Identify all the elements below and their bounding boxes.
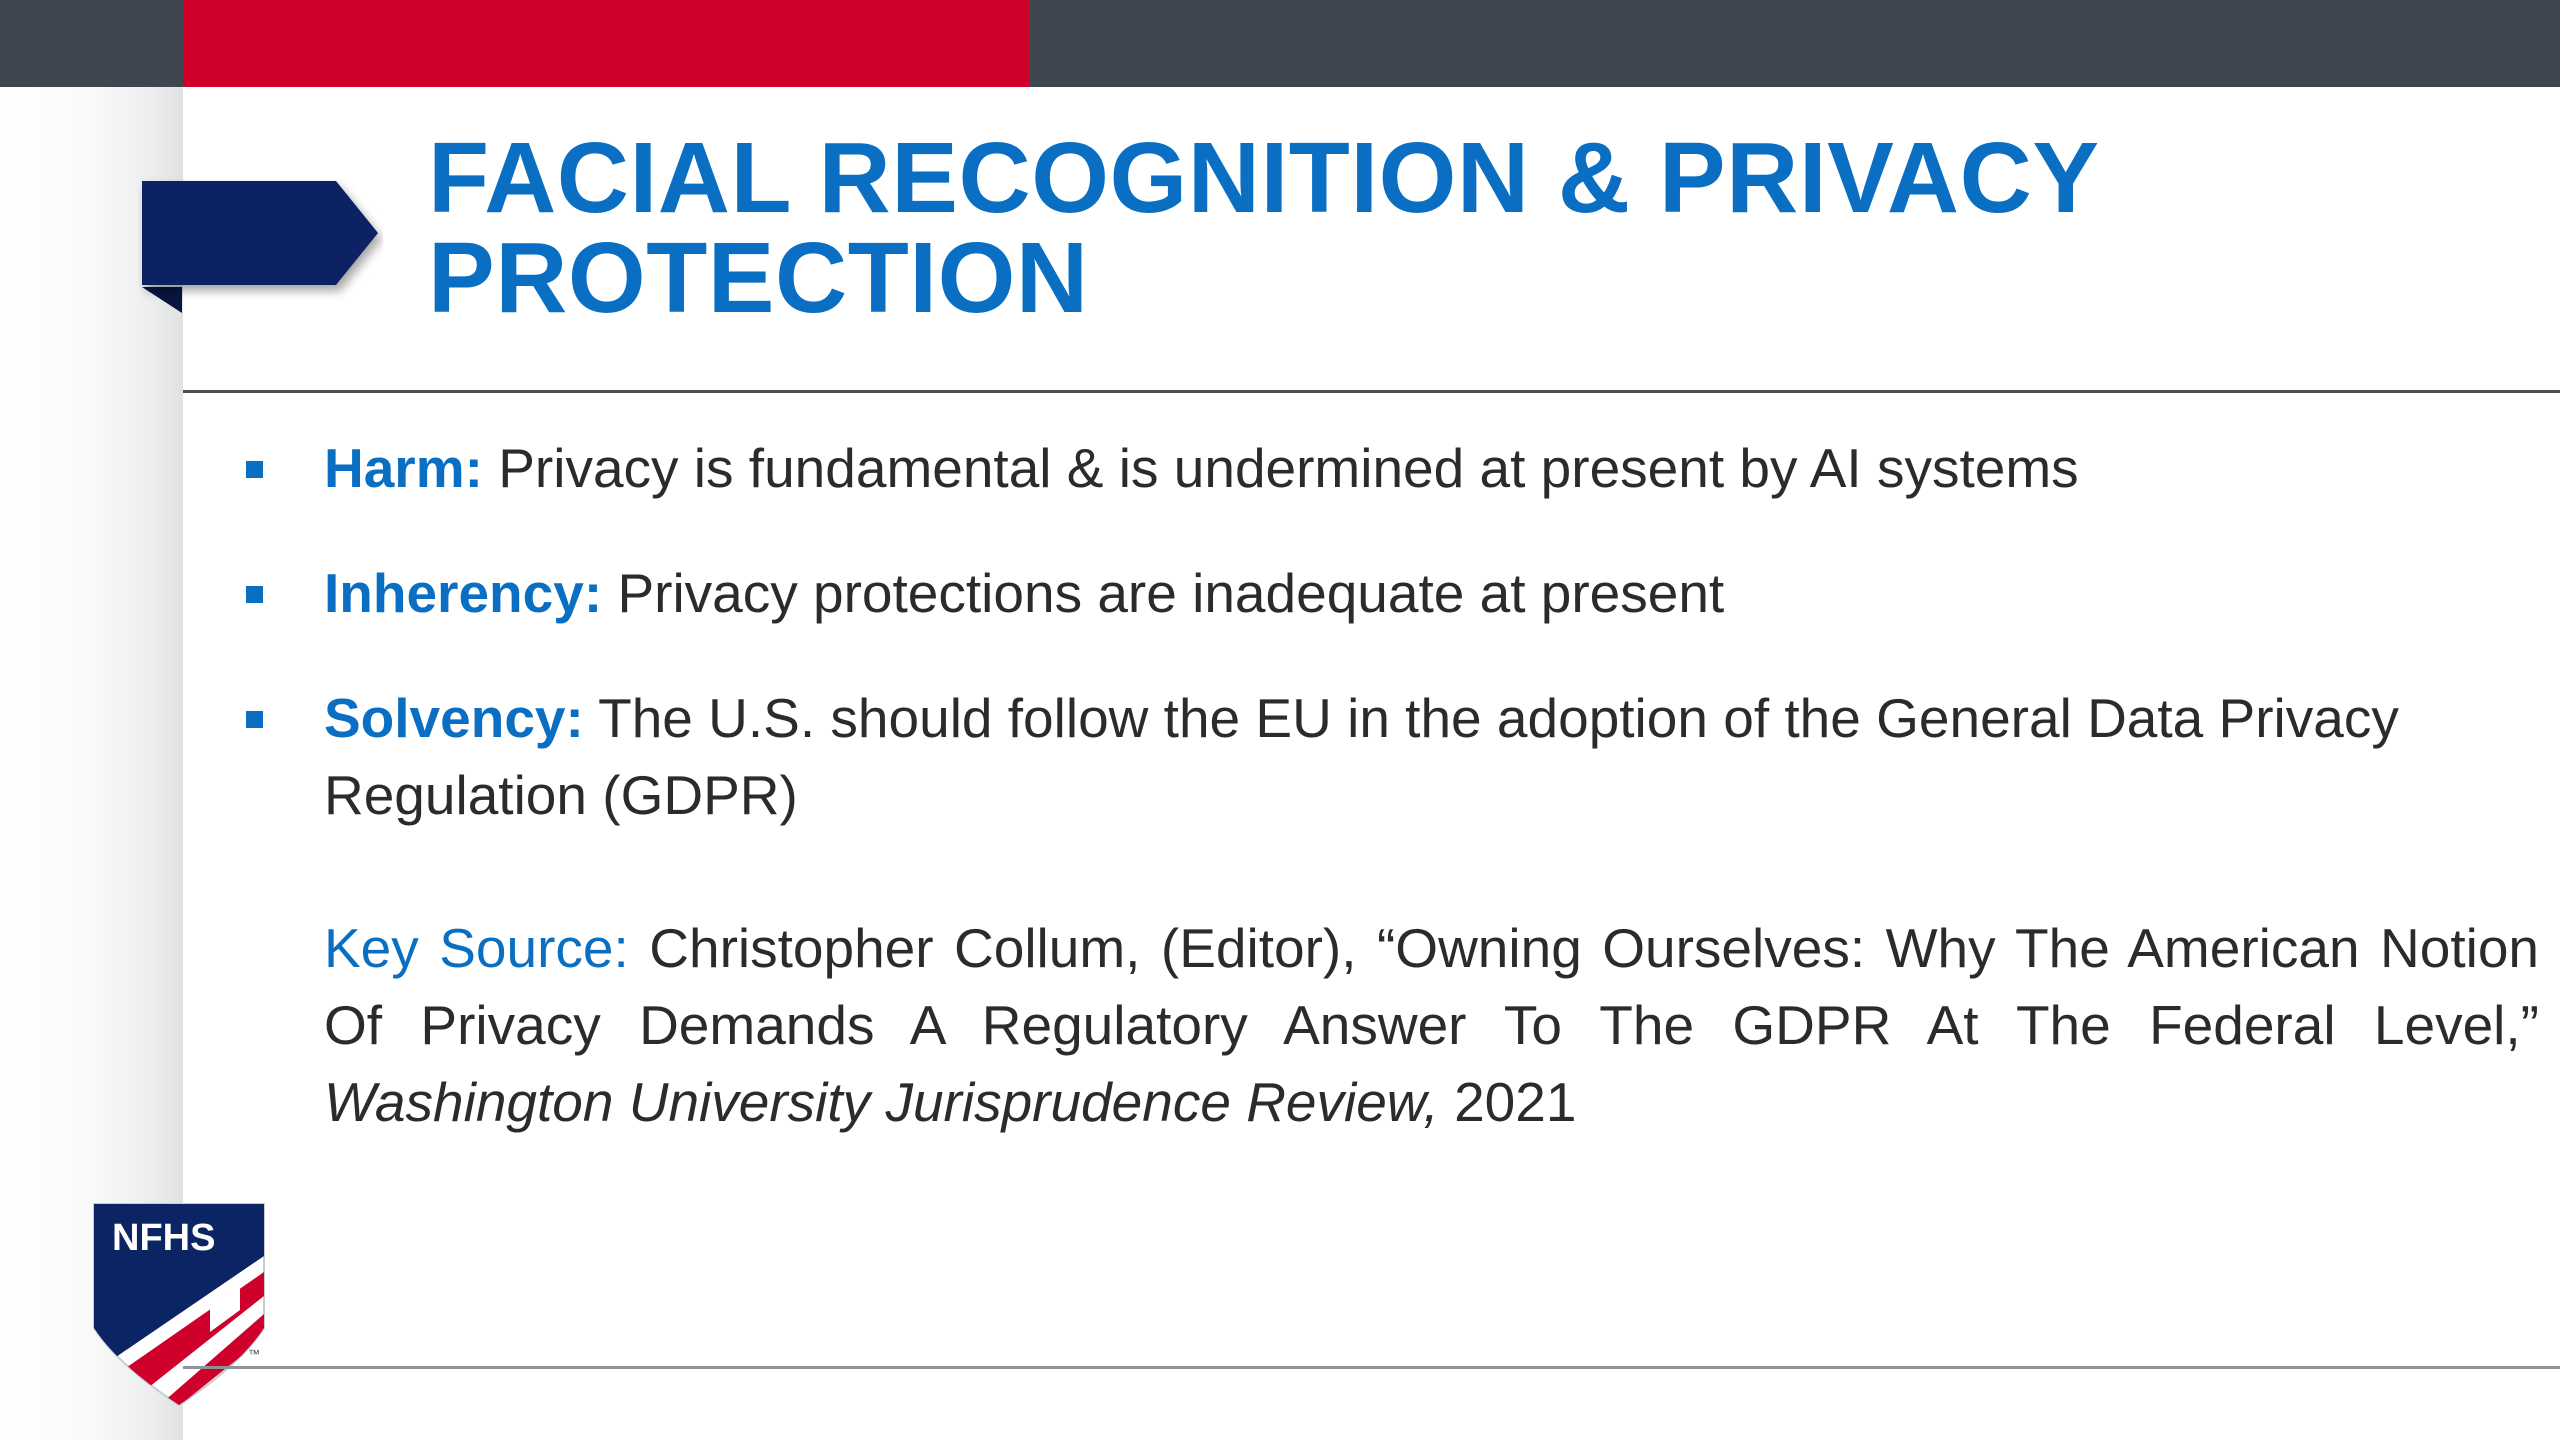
logo-trademark: ™	[248, 1347, 260, 1361]
key-source-journal: Washington University Jurisprudence Review,	[324, 1071, 1439, 1133]
bottom-divider	[183, 1366, 2560, 1369]
logo-text: NFHS	[112, 1217, 216, 1259]
top-bar-red-accent	[183, 0, 1029, 87]
title-arrow-icon	[138, 175, 383, 320]
bullet-inherency	[240, 555, 2530, 632]
bullet-square-icon	[246, 461, 263, 478]
key-source-label: Key Source:	[324, 917, 629, 979]
nfhs-shield-logo-icon	[90, 1200, 268, 1410]
bullet-text: The U.S. should follow the EU in the adoption of the General Data Privacy Regulation (GDPR)	[324, 687, 2399, 826]
key-source-year: 2021	[1454, 1071, 1577, 1133]
bullet-text: Privacy is fundamental & is undermined at present by AI systems	[498, 437, 2079, 499]
key-source-citation: Christopher Collum, (Editor), “Owning Ourselves: Why The American Notion Of Privacy Demands A Regulatory Answer To The GDPR At The Federal Level,”	[324, 917, 2540, 1056]
bullet-list	[240, 430, 2530, 882]
bullet-term: Harm:	[324, 437, 483, 499]
slide-title: FACIAL RECOGNITION & PRIVACY PROTECTION	[428, 122, 2098, 334]
bullet-square-icon	[246, 586, 263, 603]
title-divider	[183, 390, 2560, 393]
bullet-term: Solvency:	[324, 687, 584, 749]
bullet-harm	[240, 430, 2530, 507]
bullet-term: Inherency:	[324, 562, 603, 624]
bullet-square-icon	[246, 711, 263, 728]
bullet-text: Privacy protections are inadequate at present	[617, 562, 1725, 624]
bullet-solvency	[240, 680, 2530, 834]
key-source	[324, 910, 2539, 1141]
